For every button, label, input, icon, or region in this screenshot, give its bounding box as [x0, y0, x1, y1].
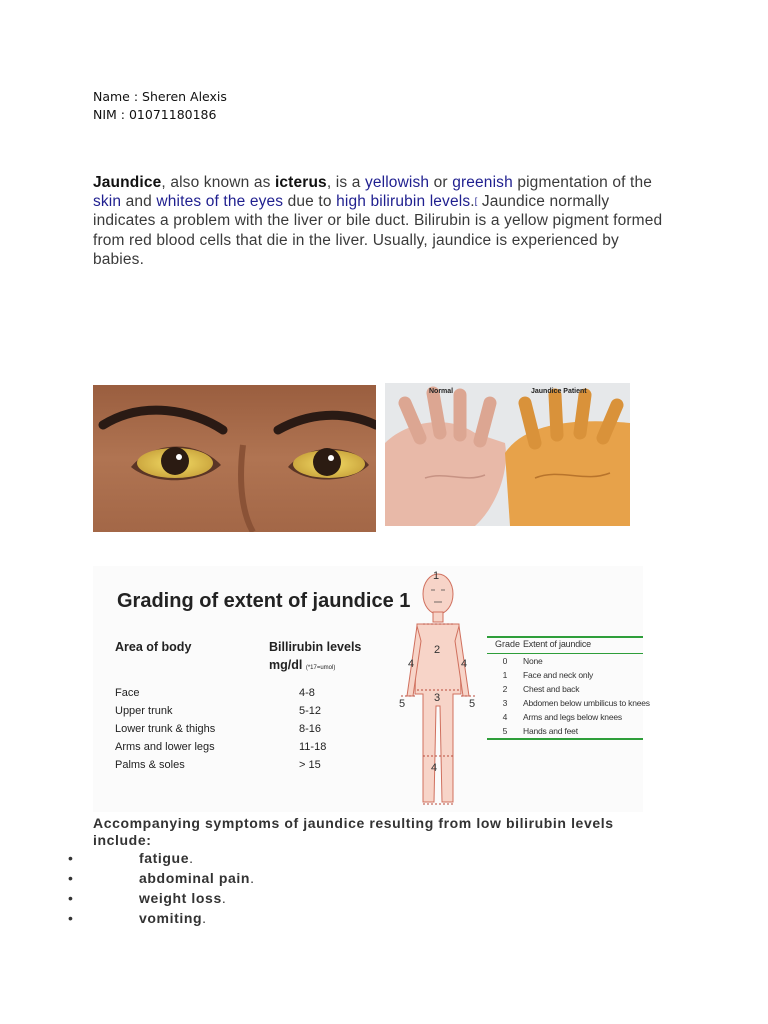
grading-title: Grading of extent of jaundice 1	[117, 590, 411, 612]
area-cell: Arms and lower legs	[115, 741, 215, 753]
col-area-header: Area of body	[115, 640, 192, 654]
student-name: Name : Sheren Alexis	[93, 89, 227, 104]
grade-row: 2 Chest and back	[502, 684, 580, 694]
col-levels-header: Billirubin levels	[269, 640, 362, 654]
zone-label: 2	[434, 644, 441, 656]
label-jaundice-patient: Jaundice Patient	[531, 388, 587, 395]
zone-label: 4	[408, 658, 415, 670]
term-jaundice: Jaundice	[93, 174, 162, 191]
bullet-icon: •	[68, 870, 74, 886]
jaundiced-eyes-photo	[93, 385, 376, 532]
level-cell: > 15	[299, 759, 321, 771]
link-yellowish[interactable]: yellowish	[364, 174, 430, 191]
hands-comparison-photo	[385, 383, 630, 526]
area-cell: Palms & soles	[115, 759, 185, 771]
term-icterus: icterus	[274, 174, 327, 191]
col-unit: mg/dl	[269, 658, 303, 672]
bullet-icon: •	[68, 890, 74, 906]
citation-mark[interactable]: [	[474, 196, 478, 207]
grade-row: 4 Arms and legs below knees	[502, 712, 622, 722]
link-skin[interactable]: skin	[93, 193, 122, 211]
grade-row: 5 Hands and feet	[487, 724, 643, 740]
grading-figure	[93, 566, 650, 812]
level-cell: 8-16	[299, 723, 322, 735]
level-cell: 4-8	[299, 687, 315, 699]
link-high-bilirubin[interactable]: high bilirubin levels	[336, 193, 471, 211]
symptoms-heading: Accompanying symptoms of jaundice resulting from low bilirubin levels include:	[93, 815, 614, 848]
student-nim: NIM : 01071180186	[93, 107, 217, 122]
zone-label: 4	[461, 658, 468, 670]
level-cell: 11-18	[299, 741, 327, 753]
area-cell: Upper trunk	[115, 705, 173, 717]
area-cell: Lower trunk & thighs	[115, 723, 216, 735]
bullet-icon: •	[68, 850, 74, 866]
zone-label: 1	[433, 570, 440, 582]
col-unit-small: (*17=umol)	[305, 665, 336, 671]
zone-label: 5	[469, 698, 476, 710]
link-greenish[interactable]: greenish	[452, 174, 513, 191]
area-cell: Face	[115, 687, 140, 699]
grade-row: 1 Face and neck only	[502, 670, 594, 680]
level-cell: 5-12	[299, 705, 322, 717]
link-whites-of-eyes[interactable]: whites of the eyes	[156, 193, 284, 211]
grade-row: 3 Abdomen below umbilicus to knees	[502, 698, 650, 708]
body-zone-diagram	[393, 566, 483, 812]
zone-label: 5	[399, 698, 406, 710]
zone-label: 3	[434, 692, 441, 704]
intro-paragraph: Jaundice, also known as icterus, is a yellowish or greenish pigmentation of the skin and whites of the eyes due to high bilirubin levels.[ Jaundice normally indicates a problem with the liver or bile duct. Bilirubin is a yellow pigment formed from red blood cells that die in the liver. Usually, jaundice is experienced by babies.	[93, 174, 663, 268]
grade-row: 0 None	[502, 656, 543, 666]
bullet-icon: •	[68, 910, 74, 926]
grade-table-header: Grade Extent of jaundice	[487, 636, 643, 654]
grade-table	[487, 636, 650, 740]
label-normal: Normal	[429, 388, 454, 395]
zone-label: 4	[431, 762, 438, 774]
